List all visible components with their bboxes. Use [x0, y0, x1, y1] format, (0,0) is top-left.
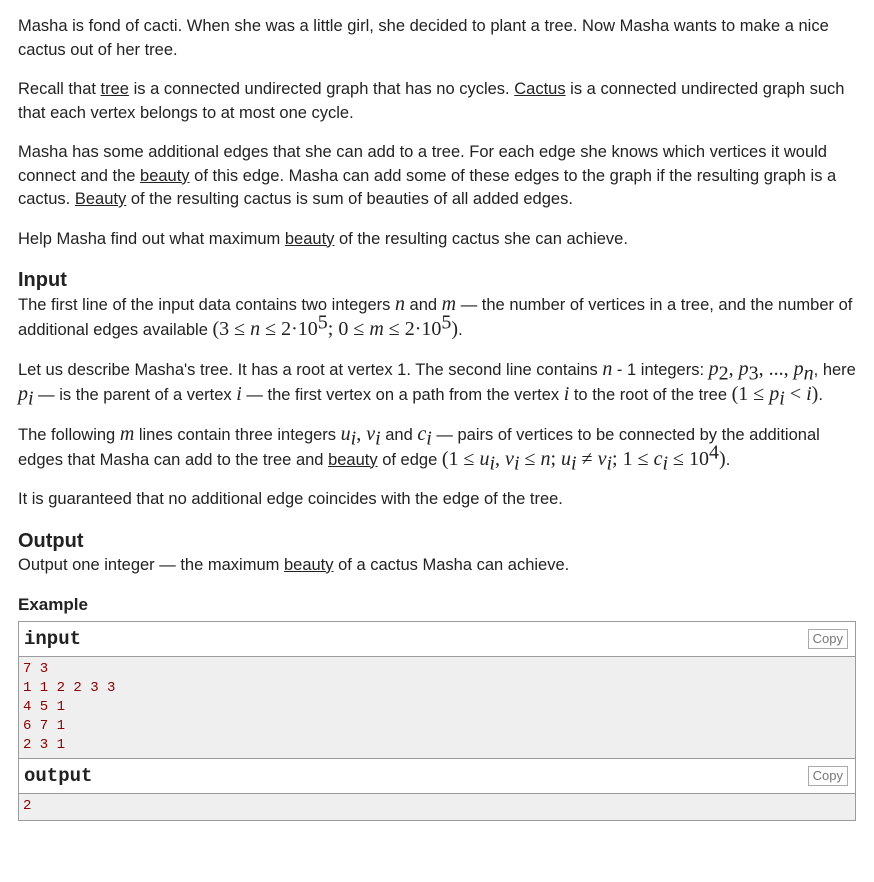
beauty-term: Beauty [74, 190, 127, 208]
statement-paragraph-3: Masha has some additional edges that she can add to a tree. For each edge she knows which vertices it would connect and the beauty of this edge. Masha can add some of these edges to the graph if the resulting graph is a cactus. Beauty of the resulting cactus is sum of beauties of all added edges. [18, 143, 837, 208]
input-header [19, 622, 855, 657]
statement-paragraph-4: Help Masha find out what maximum beauty of the resulting cactus she can achieve. [18, 229, 628, 248]
beauty-term: beauty [284, 229, 335, 248]
input-paragraph-4: It is guaranteed that no additional edge coincides with the edge of the tree. [18, 490, 563, 508]
input-label: input [24, 627, 82, 650]
tree-link[interactable]: tree [100, 80, 129, 98]
statement-paragraph-2: Recall that tree is a connected undirected graph that has no cycles. Cactus is a connected undirected graph such that each vertex belongs to at most one cycle. [18, 80, 845, 122]
beauty-term: beauty [283, 555, 334, 574]
output-header [19, 758, 855, 794]
cactus-link[interactable]: Cactus [514, 80, 566, 98]
beauty-term: beauty [328, 450, 378, 469]
output-label: output [24, 764, 93, 787]
copy-input-button[interactable]: Copy [808, 629, 848, 649]
output-paragraph-1: Output one integer — the maximum beauty of a cactus Masha can achieve. [18, 555, 570, 574]
input-paragraph-1: The first line of the input data contains two integers n and m — the number of vertices in a tree, and the number of additional edges available ($3 \le n \le 2\cdot 10^5$; $0 \le m \le 2\cdot 10^5$). [18, 293, 853, 340]
sample-input-text[interactable]: 7 3 1 1 2 2 3 3 4 5 1 6 7 1 2 3 1 [19, 657, 855, 758]
sample-output-text[interactable]: 2 [19, 794, 855, 820]
input-paragraph-2: Let us describe Masha's tree. It has a root at vertex 1. The second line contains n - 1 integers: $p_2$, $p_3$, ..., $p_n$, here $p_i$ — is the parent of a vertex i — the first vertex on a path from the vertex i to the root of the tree $(1 \le p_i < i)$. [18, 358, 856, 409]
input-paragraph-3: The following m lines contain three integers $u_i$, $v_i$ and $c_i$ — pairs of vertices to be connected by the additional edges that Masha can add to the tree and beauty of edge ($1 \le u_i$, $v_i \le n$; $u_i \ne v_i$; $1 \le c_i \le 10^4$). [18, 423, 820, 474]
example-title: Example [18, 595, 88, 614]
input-section-title: Input [18, 269, 67, 291]
sample-test [18, 621, 856, 821]
statement-paragraph-1: Masha is fond of cacti. When she was a little girl, she decided to plant a tree. Now Masha wants to make a nice cactus out of her tree. [18, 17, 829, 59]
copy-output-button[interactable]: Copy [808, 766, 848, 786]
beauty-term: beauty [140, 166, 190, 185]
output-section-title: Output [18, 529, 84, 552]
